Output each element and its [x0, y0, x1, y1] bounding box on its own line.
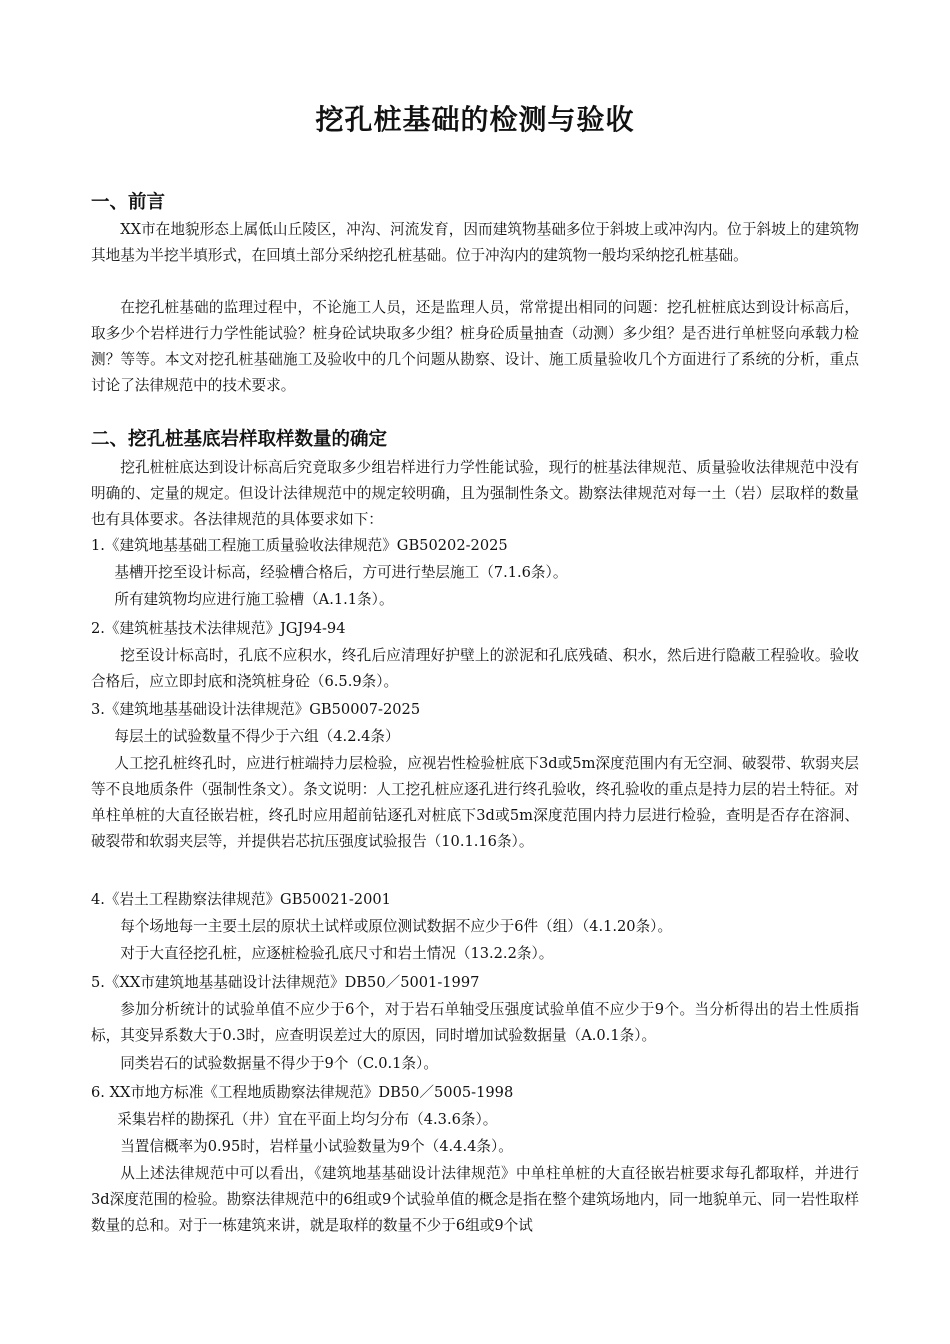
clause-text: 基槽开挖至设计标高，经验槽合格后，方可进行垫层施工（7.1.6条）。	[114, 564, 568, 581]
clause-text: 当置信概率为0.95时，岩样量小试验数量为9个（4.4.4条）。	[120, 1138, 513, 1155]
paragraph: 从上述法律规范中可以看出，《建筑地基基础设计法律规范》中单柱单桩的大直径嵌岩桩要求每孔都取样，并进行3d深度范围的检验。勘察法律规范中的6组或9个试验单值的概念是指在整个建筑场地内，同一地貌单元、同一岩性取样数量的总和。对于一栋建筑来讲，就是取样的数量不少于6组或9个试	[91, 1165, 859, 1234]
reference-item: 5.《XX市建筑地基基础设计法律规范》DB50／5001-1997	[91, 974, 480, 991]
clause-text: 同类岩石的试验数据量不得少于9个（C.0.1条）。	[120, 1055, 438, 1072]
document-title: 挖孔桩基础的检测与验收	[315, 103, 635, 136]
clause-text: 采集岩样的勘探孔（井）宜在平面上均匀分布（4.3.6条）。	[117, 1111, 498, 1128]
clause-text: 挖至设计标高时，孔底不应积水，终孔后应清理好护壁上的淤泥和孔底残碴、积水，然后进行隐蔽工程验收。验收合格后，应立即封底和浇筑桩身砼（6.5.9条）。	[91, 647, 859, 690]
paragraph: 挖孔桩桩底达到设计标高后究竟取多少组岩样进行力学性能试验，现行的桩基法律规范、质量验收法律规范中没有明确的、定量的规定。但设计法律规范中的规定较明确，且为强制性条文。勘察法律规范对每一土（岩）层取样的数量也有具体要求。各法律规范的具体要求如下：	[91, 459, 859, 528]
clause-text: 对于大直径挖孔桩，应逐桩检验孔底尺寸和岩土情况（13.2.2条）。	[120, 945, 554, 962]
reference-item: 6. XX市地方标准《工程地质勘察法律规范》DB50／5005-1998	[91, 1084, 514, 1101]
reference-item: 1.《建筑地基基础工程施工质量验收法律规范》GB50202-2025	[91, 537, 508, 554]
clause-text: 所有建筑物均应进行施工验槽（A.1.1条）。	[114, 591, 394, 608]
reference-item: 3.《建筑地基基础设计法律规范》GB50007-2025	[91, 701, 421, 718]
paragraph: XX市在地貌形态上属低山丘陵区，冲沟、河流发育，因而建筑物基础多位于斜坡上或冲沟内。位于斜坡上的建筑物其地基为半挖半填形式，在回填土部分采纳挖孔桩基础。位于冲沟内的建筑物一般均采纳挖孔桩基础。	[91, 221, 859, 264]
clause-text: 人工挖孔桩终孔时，应进行桩端持力层检验，应视岩性检验桩底下3d或5m深度范围内有无空洞、破裂带、软弱夹层等不良地质条件（强制性条文）。条文说明：人工挖孔桩应逐孔进行终孔验收，终孔验收的重点是持力层的岩土特征。对单柱单桩的大直径嵌岩桩，终孔时应用超前钻逐孔对桩底下3d或5m深度范围内持力层进行检验，查明是否存在溶洞、破裂带和软弱夹层等，并提供岩芯抗压强度试验报告（10.1.16条）。	[91, 755, 859, 850]
section-heading-sampling: 二、挖孔桩基底岩样取样数量的确定	[91, 429, 388, 450]
clause-text: 每层土的试验数量不得少于六组（4.2.4条）	[114, 728, 400, 745]
clause-text: 参加分析统计的试验单值不应少于6个，对于岩石单轴受压强度试验单值不应少于9个。当分析得出的岩土性质指标，其变异系数大于0.3时，应查明误差过大的原因，同时增加试验数据量（A.0.1条）。	[91, 1001, 859, 1044]
paragraph: 在挖孔桩基础的监理过程中，不论施工人员，还是监理人员，常常提出相同的问题：挖孔桩桩底达到设计标高后，取多少个岩样进行力学性能试验？桩身砼试块取多少组？桩身砼质量抽查（动测）多少组？是否进行单桩竖向承载力检测？等等。本文对挖孔桩基础施工及验收中的几个问题从勘察、设计、施工质量验收几个方面进行了系统的分析，重点讨论了法律规范中的技术要求。	[91, 299, 859, 394]
clause-text: 每个场地每一主要土层的原状土试样或原位测试数据不应少于6件（组）（4.1.20条）。	[120, 918, 673, 935]
reference-item: 2.《建筑桩基技术法律规范》JGJ94-94	[91, 620, 346, 637]
section-heading-preface: 一、前言	[91, 192, 166, 213]
reference-item: 4.《岩土工程勘察法律规范》GB50021-2001	[91, 891, 391, 908]
